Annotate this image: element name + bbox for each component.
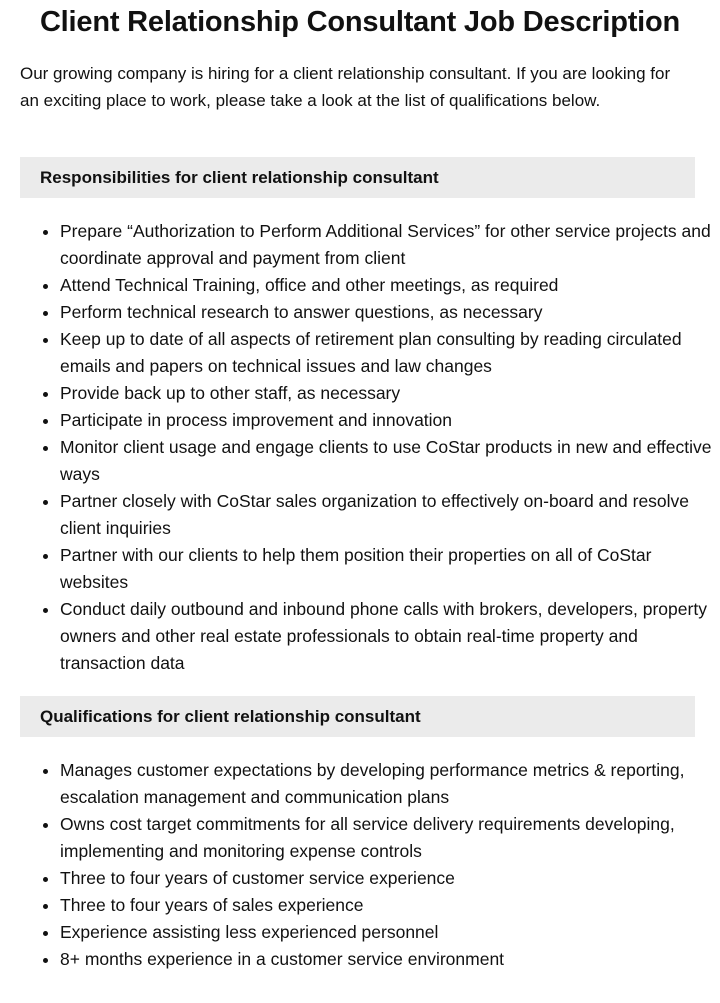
intro-paragraph: Our growing company is hiring for a client relationship consultant. If you are looking for an exciting place to work, please take a look at the list of qualifications below. — [20, 64, 671, 110]
responsibilities-heading: Responsibilities for client relationship consultant — [20, 157, 695, 198]
list-item: • Perform technical research to answer questions, as necessary — [60, 299, 720, 326]
list-item: • Three to four years of sales experience — [60, 892, 720, 919]
list-item: • 8+ months experience in a customer service environment — [60, 946, 720, 973]
list-item: • Partner with our clients to help them position their properties on all of CoStar websites — [60, 542, 720, 596]
list-item: • Manages customer expectations by developing performance metrics & reporting, escalation management and communication plans — [60, 757, 720, 811]
list-item: • Participate in process improvement and innovation — [60, 407, 720, 434]
list-item: • Owns cost target commitments for all service delivery requirements developing, implementing and monitoring expense controls — [60, 811, 720, 865]
list-item: • Monitor client usage and engage clients to use CoStar products in new and effective ways — [60, 434, 720, 488]
qualifications-list — [20, 757, 720, 973]
responsibilities-list — [20, 218, 720, 677]
list-item: • Experience assisting less experienced personnel — [60, 919, 720, 946]
list-item: • Conduct daily outbound and inbound phone calls with brokers, developers, property owners and other real estate professionals to obtain real-time property and transaction data — [60, 596, 720, 677]
list-item: • Keep up to date of all aspects of retirement plan consulting by reading circulated emails and papers on technical issues and law changes — [60, 326, 720, 380]
list-item: • Attend Technical Training, office and other meetings, as required — [60, 272, 720, 299]
page-title: Client Relationship Consultant Job Description — [39, 6, 681, 38]
qualifications-heading: Qualifications for client relationship consultant — [20, 696, 695, 737]
list-item: • Partner closely with CoStar sales organization to effectively on-board and resolve client inquiries — [60, 488, 720, 542]
list-item: • Three to four years of customer service experience — [60, 865, 720, 892]
list-item: • Prepare “Authorization to Perform Additional Services” for other service projects and coordinate approval and payment from client — [60, 218, 720, 272]
list-item: • Provide back up to other staff, as necessary — [60, 380, 720, 407]
